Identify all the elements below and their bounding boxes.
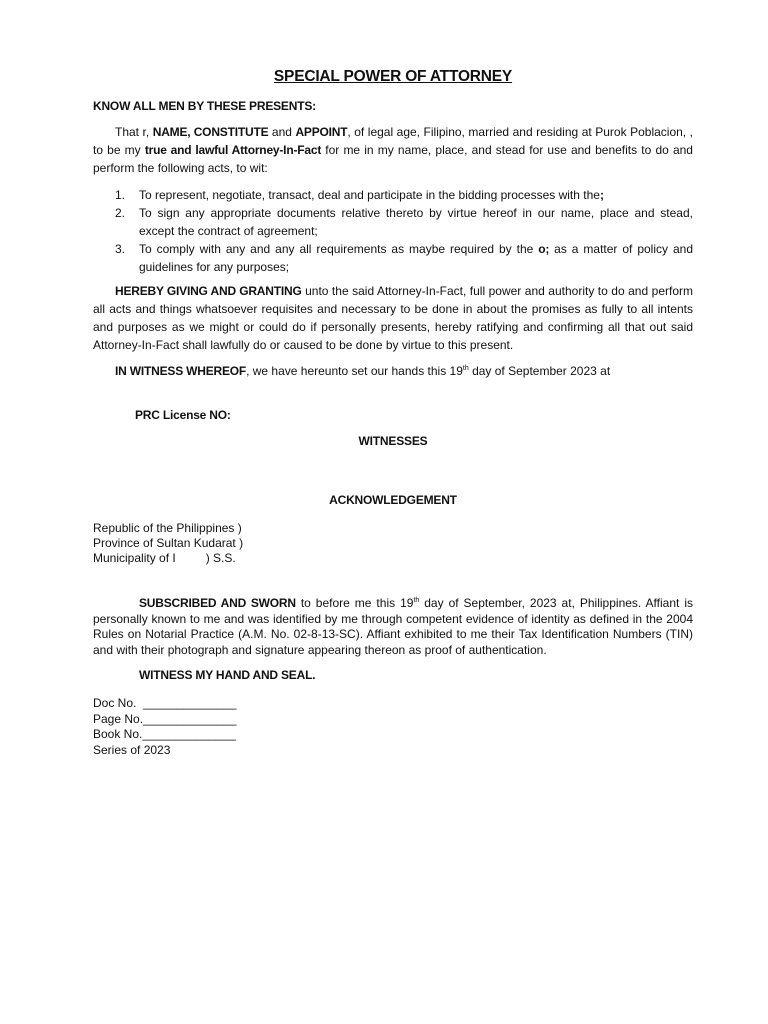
list-item-semicolon: ;	[599, 188, 604, 202]
witness-whereof-text: , we have hereunto set our hands this 19	[246, 364, 463, 378]
intro-text-3: , of legal age, Filipino, married and residing at Purok Poblacion, , to be my	[93, 125, 693, 157]
list-item-number: 3.	[115, 242, 126, 256]
sworn-heading: SUBSCRIBED AND SWORN	[139, 596, 296, 610]
date-ordinal-suffix: th	[462, 365, 469, 372]
witness-hand-seal-heading: WITNESS MY HAND AND SEAL.	[139, 668, 316, 682]
prc-license-label: PRC License NO:	[135, 408, 231, 422]
page-no-field: Page No.______________	[93, 711, 237, 726]
list-item-bold-text: o;	[538, 242, 550, 256]
sworn-text: to before me this 19	[295, 596, 414, 610]
list-item-text: To comply with any and any all requirements as maybe required by the	[139, 242, 539, 256]
list-item	[93, 240, 693, 276]
list-item-number: 2.	[115, 206, 126, 220]
acts-list	[93, 186, 693, 276]
list-item-number: 1.	[115, 188, 126, 202]
venue-block	[93, 521, 693, 566]
witness-whereof-text: day of September 2023 at	[468, 364, 611, 378]
intro-text-2: and	[268, 125, 296, 139]
list-item-text: To sign any appropriate documents relative thereto by virtue hereof in our name, place and stead, except the contract of agreement;	[139, 206, 693, 238]
series-field: Series of 2023	[93, 742, 171, 757]
appoint-text: APPOINT	[295, 125, 348, 139]
doc-no-field: Doc No. ______________	[93, 696, 237, 710]
venue-line-province: Province of Sultan Kudarat )	[93, 536, 244, 550]
list-item-text: as a matter of policy and guidelines for any purposes;	[139, 242, 693, 274]
venue-line-municipality: Municipality of I ) S.S.	[93, 551, 236, 565]
list-item-text: To represent, negotiate, transact, deal and participate in the bidding processes with the	[139, 188, 600, 202]
hereby-heading: HEREBY GIVING AND GRANTING	[115, 284, 302, 298]
notarial-records-block	[93, 696, 693, 758]
name-constitute-text: NAME, CONSTITUTE	[152, 125, 269, 139]
list-item	[93, 204, 693, 240]
date-ordinal-suffix: th	[413, 597, 420, 604]
sworn-text: day of September, 2023 at, Philippines. Affiant is personally known to me and was identified by me through competent evidence of identity as defined in the 2004 Rules on Notarial Practice (A.M. No. 02-8-13-SC). Affiant exhibited to me their Tax Identification Numbers (TIN) and with their photograph and signature appearing thereon as proof of authentication.	[93, 596, 693, 657]
document-page	[93, 68, 693, 758]
acknowledgement-heading: ACKNOWLEDGEMENT	[329, 493, 457, 507]
document-title: SPECIAL POWER OF ATTORNEY	[273, 68, 513, 85]
witnesses-heading: WITNESSES	[358, 434, 428, 448]
intro-paragraph	[93, 123, 693, 177]
intro-text-1: That r,	[115, 125, 153, 139]
witness-whereof-heading: IN WITNESS WHEREOF	[115, 364, 247, 378]
witness-whereof-paragraph	[93, 362, 693, 380]
book-no-field: Book No.______________	[93, 727, 236, 741]
hereby-text: unto the said Attorney-In-Fact, full power and authority to do and perform all acts and things whatsoever requisites and necessary to be done in about the promises as fully to all intents and purposes as we might or could do if personally presents, hereby ratifying and confirming all that out said Attorney-In-Fact shall lawfully do or caused to be done by virtue to this present.	[93, 284, 693, 352]
venue-line-republic: Republic of the Philippines )	[93, 521, 242, 535]
know-all-heading: KNOW ALL MEN BY THESE PRESENTS:	[93, 99, 316, 113]
list-item	[93, 186, 693, 204]
attorney-in-fact-text: true and lawful Attorney-In-Fact	[144, 143, 322, 157]
hereby-paragraph	[93, 282, 693, 354]
sworn-paragraph	[93, 596, 693, 658]
intro-text-4: for me in my name, place, and stead for use and benefits to do and perform the following acts, to wit:	[93, 143, 693, 175]
